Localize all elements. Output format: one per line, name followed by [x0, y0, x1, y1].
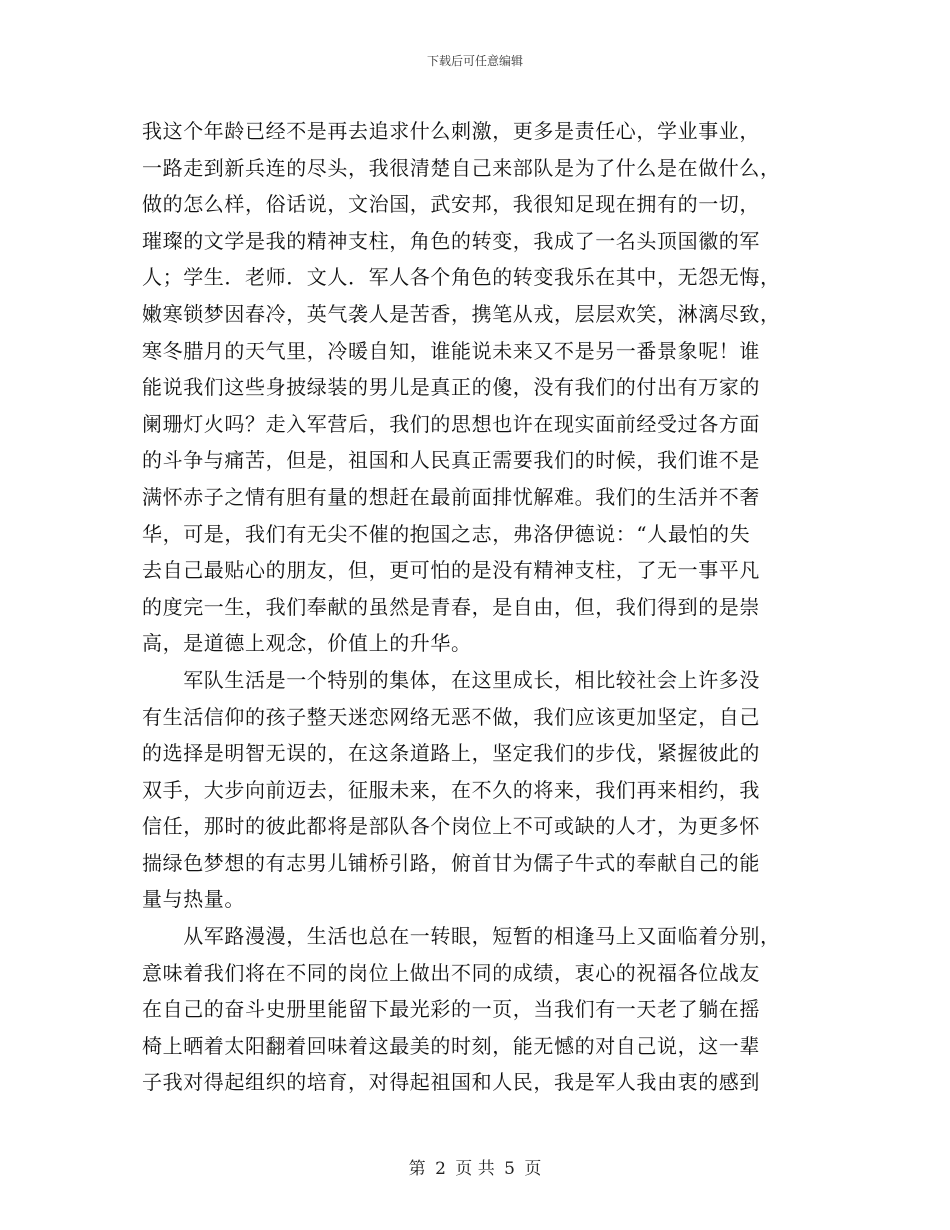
text-line: 璀璨的文学是我的精神支柱，角色的转变，我成了一名头顶国徽的军: [142, 228, 760, 253]
text-line: 有生活信仰的孩子整天迷恋网络无恶不做，我们应该更加坚定，自己: [142, 704, 760, 729]
text-line: 双手，大步向前迈去，征服未来，在不久的将来，我们再来相约，我: [142, 777, 760, 802]
text-line: 一路走到新兵连的尽头，我很清楚自己来部队是为了什么是在做什么，: [142, 155, 781, 180]
text-line: 人；学生．老师．文人．军人各个角色的转变我乐在其中，无怨无悔，: [142, 265, 781, 290]
text-line: 能说我们这些身披绿装的男儿是真正的傻，没有我们的付出有万家的: [142, 375, 760, 400]
text-line: 军队生活是一个特别的集体，在这里成长，相比较社会上许多没: [142, 667, 760, 692]
text-line: 意味着我们将在不同的岗位上做出不同的成绩，衷心的祝福各位战友: [142, 960, 760, 985]
page-suffix: 页: [524, 1159, 542, 1179]
text-line: 信任，那时的彼此都将是部队各个岗位上不可或缺的人才，为更多怀: [142, 814, 760, 839]
page-prefix: 第: [408, 1159, 426, 1179]
page-number-footer: [0, 1154, 950, 1179]
text-line: 做的怎么样，俗话说，文治国，武安邦，我很知足现在拥有的一切，: [142, 192, 760, 217]
text-line: 的斗争与痛苦，但是，祖国和人民真正需要我们的时候，我们谁不是: [142, 448, 760, 473]
text-line: 寒冬腊月的天气里，冷暖自知，谁能说未来又不是另一番景象呢！谁: [142, 338, 760, 363]
text-line: 的度完一生，我们奉献的虽然是青春，是自由，但，我们得到的是崇: [142, 594, 760, 619]
text-line: 在自己的奋斗史册里能留下最光彩的一页，当我们有一天老了躺在摇: [142, 997, 760, 1022]
page-mid: 页 共: [455, 1159, 495, 1179]
text-line: 嫩寒锁梦因春冷，英气袭人是苦香，携笔从戎，层层欢笑，淋漓尽致，: [142, 301, 781, 326]
text-line: 我这个年龄已经不是再去追求什么刺激，更多是责任心，学业事业，: [142, 119, 760, 143]
page-header-note: 下载后可任意编辑: [426, 54, 523, 68]
text-line: 的选择是明智无误的，在这条道路上，坚定我们的步伐，紧握彼此的: [142, 741, 760, 766]
page-total: 5: [504, 1159, 515, 1179]
text-line: 量与热量。: [142, 887, 245, 912]
text-line: 子我对得起组织的培育，对得起祖国和人民，我是军人我由衷的感到: [142, 1070, 760, 1095]
text-line: 阑珊灯火吗？走入军营后，我们的思想也许在现实面前经受过各方面: [142, 411, 760, 436]
page-current: 2: [435, 1159, 446, 1179]
text-line: 高，是道德上观念，价值上的升华。: [142, 631, 472, 656]
text-line: 揣绿色梦想的有志男儿铺桥引路，俯首甘为儒子牛式的奉献自己的能: [142, 850, 760, 875]
text-line: 华，可是，我们有无尖不催的抱国之志，弗洛伊德说：“人最怕的失: [142, 521, 751, 546]
text-line: 椅上晒着太阳翻着回味着这最美的时刻，能无憾的对自己说，这一辈: [142, 1033, 760, 1058]
document-body: [142, 113, 802, 1101]
text-line: 去自己最贴心的朋友，但，更可怕的是没有精神支柱，了无一事平凡: [142, 558, 760, 583]
text-line: 满怀赤子之情有胆有量的想赶在最前面排忧解难。我们的生活并不奢: [142, 484, 760, 509]
text-line: 从军路漫漫，生活也总在一转眼，短暂的相逢马上又面临着分别，: [142, 924, 781, 949]
